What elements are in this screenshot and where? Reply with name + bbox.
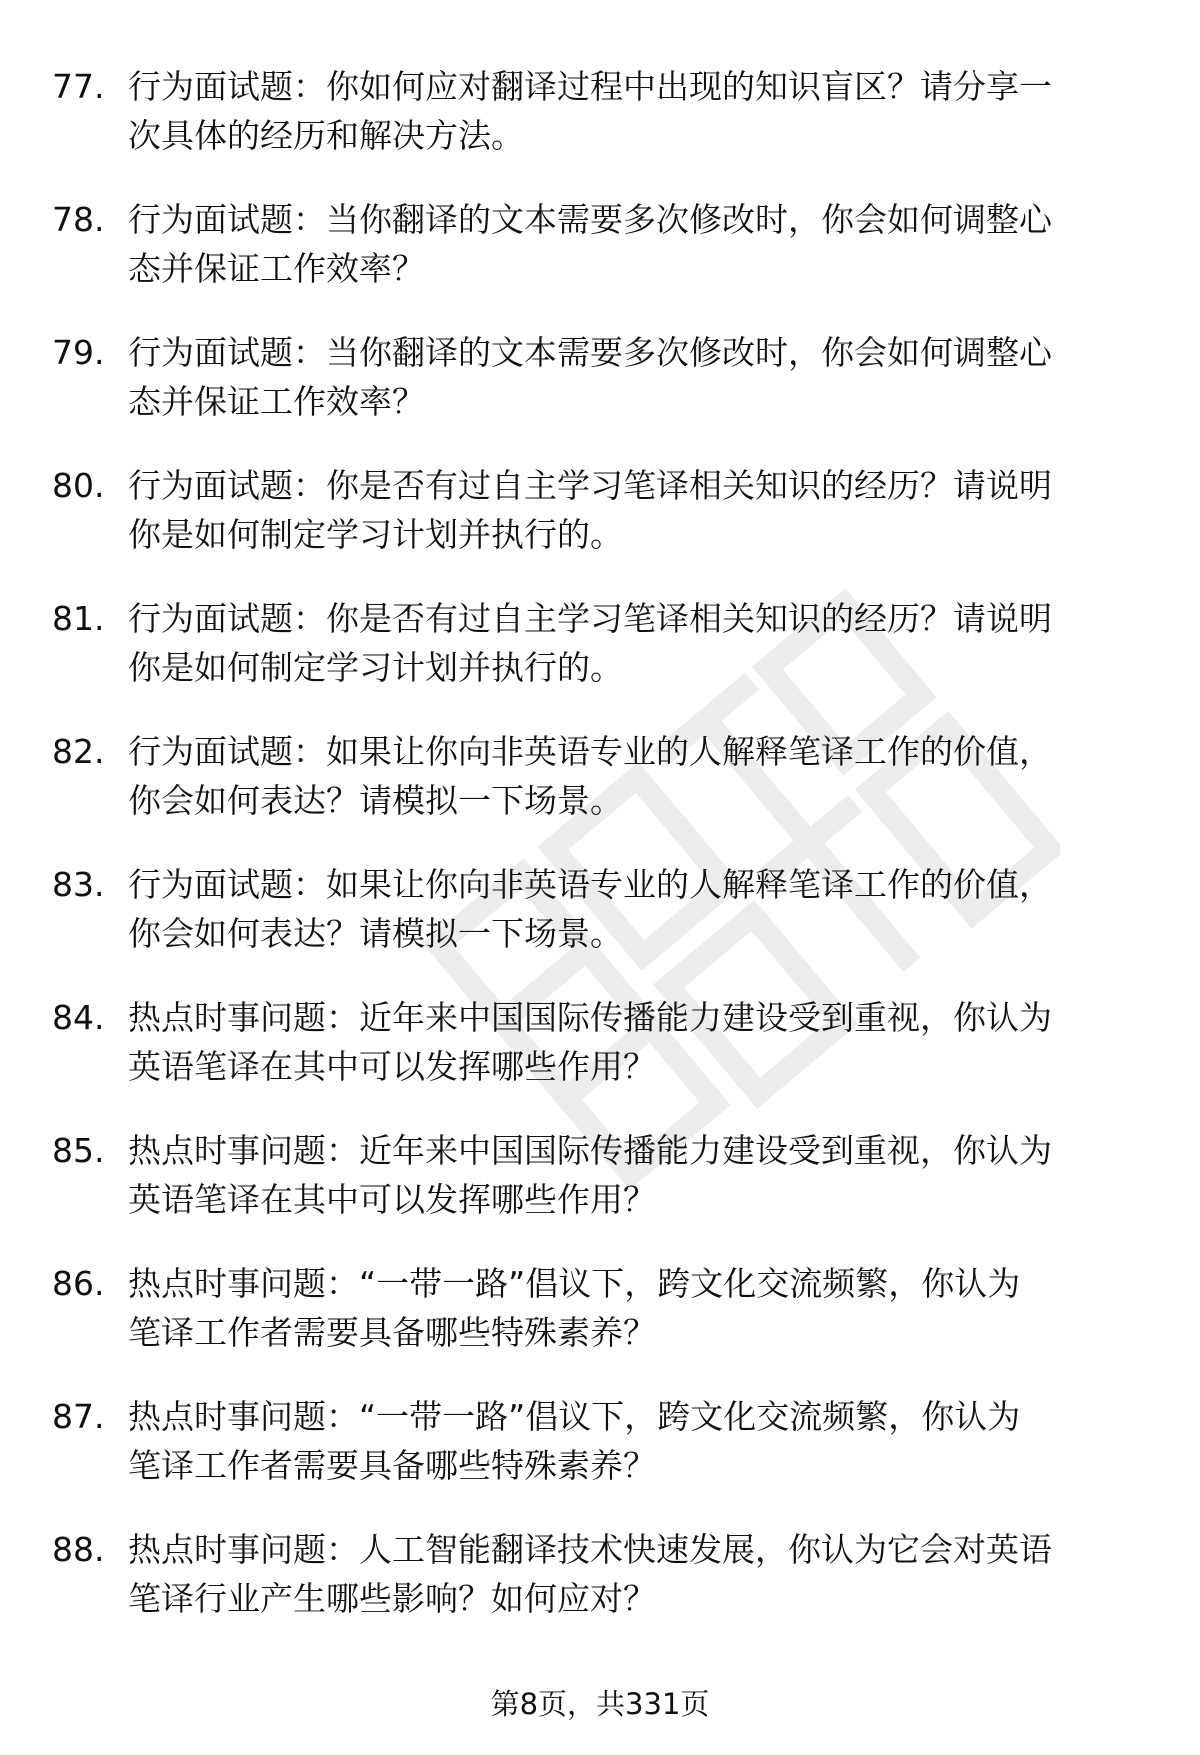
question-number: 78. xyxy=(52,200,105,239)
question-text: 热点时事问题：近年来中国国际传播能力建设受到重视，你认为 英语笔译在其中可以发挥哪些作用？ xyxy=(128,998,1052,1086)
question-number: 84. xyxy=(52,998,105,1037)
list-item xyxy=(0,860,1200,993)
list-item xyxy=(0,993,1200,1126)
question-number: 86. xyxy=(52,1264,105,1303)
list-item xyxy=(0,1259,1200,1392)
question-text: 行为面试题：如果让你向非英语专业的人解释笔译工作的价值， 你会如何表达？请模拟一下场景。 xyxy=(128,865,1052,953)
question-text: 行为面试题：你是否有过自主学习笔译相关知识的经历？请说明 你是如何制定学习计划并执行的。 xyxy=(128,466,1052,554)
question-number: 88. xyxy=(52,1530,105,1569)
question-number: 83. xyxy=(52,865,105,904)
question-number: 77. xyxy=(52,67,105,106)
question-text: 行为面试题：当你翻译的文本需要多次修改时，你会如何调整心 态并保证工作效率？ xyxy=(128,200,1052,288)
question-text: 热点时事问题：近年来中国国际传播能力建设受到重视，你认为 英语笔译在其中可以发挥哪些作用？ xyxy=(128,1131,1052,1219)
list-item xyxy=(0,328,1200,461)
question-number: 80. xyxy=(52,466,105,505)
list-item xyxy=(0,1525,1200,1658)
list-item xyxy=(0,461,1200,594)
page-number: 第8页，共331页 xyxy=(490,1687,710,1721)
question-text: 行为面试题：你如何应对翻译过程中出现的知识盲区？请分享一 次具体的经历和解决方法。 xyxy=(128,67,1052,155)
question-number: 82. xyxy=(52,732,105,771)
question-text: 热点时事问题：“一带一路”倡议下，跨文化交流频繁，你认为 笔译工作者需要具备哪些特殊素养？ xyxy=(128,1397,1021,1485)
question-number: 87. xyxy=(52,1397,105,1436)
list-item xyxy=(0,195,1200,328)
question-text: 热点时事问题：“一带一路”倡议下，跨文化交流频繁，你认为 笔译工作者需要具备哪些特殊素养？ xyxy=(128,1264,1021,1352)
question-list xyxy=(0,62,1200,1658)
question-text: 行为面试题：如果让你向非英语专业的人解释笔译工作的价值， 你会如何表达？请模拟一下场景。 xyxy=(128,732,1052,820)
question-text: 行为面试题：你是否有过自主学习笔译相关知识的经历？请说明 你是如何制定学习计划并执行的。 xyxy=(128,599,1052,687)
page-footer xyxy=(0,1684,1200,1724)
question-number: 79. xyxy=(52,333,105,372)
question-text: 行为面试题：当你翻译的文本需要多次修改时，你会如何调整心 态并保证工作效率？ xyxy=(128,333,1052,421)
list-item xyxy=(0,594,1200,727)
question-text: 热点时事问题：人工智能翻译技术快速发展，你认为它会对英语 笔译行业产生哪些影响？如何应对？ xyxy=(128,1530,1052,1618)
list-item xyxy=(0,1126,1200,1259)
question-number: 81. xyxy=(52,599,105,638)
list-item xyxy=(0,62,1200,195)
question-number: 85. xyxy=(52,1131,105,1170)
list-item xyxy=(0,1392,1200,1525)
list-item xyxy=(0,727,1200,860)
